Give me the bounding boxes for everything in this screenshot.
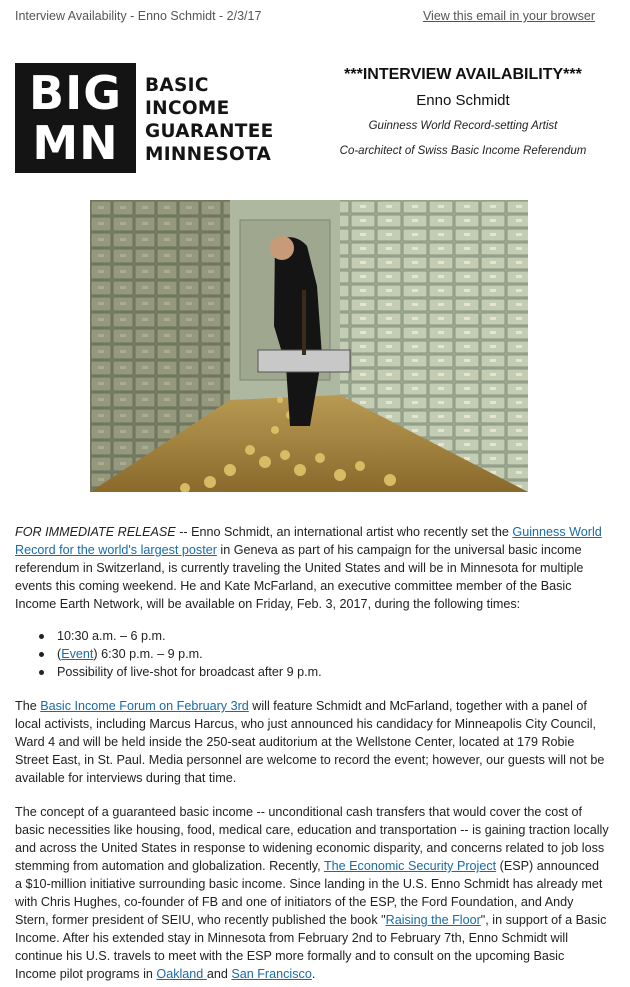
oakland-link[interactable]: Oakland xyxy=(156,967,207,981)
basic-income-forum-link[interactable]: Basic Income Forum on February 3rd xyxy=(40,699,249,713)
logo-line-4: MINNESOTA xyxy=(145,144,272,165)
p3-text-3: ", in support of a Basic Income. After his extended stay in Minnesota from February 2nd to February 7th, Enno Schmidt will continue his U.S. travels to meet with the ESP more formally and to consult on the upcoming Basic Income pilot programs in xyxy=(15,913,607,981)
availability-time-1: 10:30 a.m. – 6 p.m. xyxy=(57,629,166,643)
economic-security-project-link[interactable]: The Economic Security Project xyxy=(323,859,497,873)
press-release-lead: FOR IMMEDIATE RELEASE xyxy=(15,525,176,539)
logo-line-1: BASIC xyxy=(145,75,209,96)
p3-text-4: and xyxy=(206,967,232,981)
hero-photo xyxy=(90,200,528,492)
paragraph-forum xyxy=(15,697,609,787)
header-title: ***INTERVIEW AVAILABILITY*** xyxy=(344,66,582,83)
list-item xyxy=(38,663,598,681)
logo-wordmark xyxy=(145,74,285,166)
p3-text-5: . xyxy=(311,967,316,981)
p2-text-2: will feature Schmidt and McFarland, together with a panel of local activists, including Marcus Harcus, who just announced his candidacy for Minneapolis City Council, Ward 4 and will be held inside the 250-seat auditorium at the Wellstone Center, located at 179 Robie Street East, in St. Paul. Media personnel are welcome to record the event; however, our guests will not be available for interviews during that time. xyxy=(15,699,605,785)
email-subject: Interview Availability - Enno Schmidt - 2/3/17 xyxy=(15,9,262,23)
p2-text-1: The xyxy=(15,699,41,713)
logo-line-2: INCOME xyxy=(145,98,230,119)
header-subtitle-2: Co-architect of Swiss Basic Income Referendum xyxy=(339,145,587,157)
view-in-browser-link[interactable]: View this email in your browser xyxy=(422,9,595,23)
p3-text-1: The concept of a guaranteed basic income -- unconditional cash transfers that would cover the cost of basic necessities like housing, food, medical care, education and transportation -- is gaining traction locally and across the United States in response to widening economic disparity, and concerns related to job loss stemming from automation and globalization. Recently, xyxy=(15,805,609,873)
list-item xyxy=(38,627,598,645)
event-link[interactable]: Event xyxy=(61,647,94,661)
paragraph-concept xyxy=(15,803,609,983)
logo-big-text: BIG xyxy=(29,66,122,120)
availability-time-2: ) 6:30 p.m. – 9 p.m. xyxy=(93,647,203,661)
paragraph-intro xyxy=(15,523,609,613)
email-topbar xyxy=(15,9,595,27)
san-francisco-link[interactable]: San Francisco xyxy=(231,967,312,981)
logo-mn-text: MN xyxy=(32,116,119,170)
logo-line-3: GUARANTEE xyxy=(145,121,274,142)
list-item xyxy=(38,645,598,663)
p1-text-2: in Geneva as part of his campaign for the universal basic income referendum in Switzerland, is currently traveling the United States and will be in Minnesota for multiple events this coming weekend. He and Kate McFarland, an executive committee member of the Basic Income Earth Network, will be available on Friday, Feb. 3, 2017, during the following times: xyxy=(15,543,584,611)
availability-list xyxy=(38,627,598,681)
raising-the-floor-link[interactable]: Raising the Floor xyxy=(385,913,481,927)
availability-live-shot: Possibility of live-shot for broadcast after 9 p.m. xyxy=(57,665,322,679)
big-mn-logo xyxy=(15,63,136,173)
header-block xyxy=(315,66,611,160)
header-name: Enno Schmidt xyxy=(416,92,510,109)
p1-text-1: -- Enno Schmidt, an international artist who recently set the xyxy=(175,525,513,539)
guinness-record-link[interactable]: Guinness World Record for the world's largest poster xyxy=(15,525,602,557)
header-subtitle-1: Guinness World Record-setting Artist xyxy=(368,120,558,132)
event-paren: ( xyxy=(57,647,62,661)
p3-text-2: (ESP) announced a $10-million initiative surrounding basic income. Since landing in the U.S. Enno Schmidt has already met with Chris Hughes, co-founder of FB and one of initiators of the ESP, the Ford Foundation, and Andy Stern, former president of SEIU, who recently published the book " xyxy=(15,859,603,927)
vault-coins-image xyxy=(90,200,528,492)
